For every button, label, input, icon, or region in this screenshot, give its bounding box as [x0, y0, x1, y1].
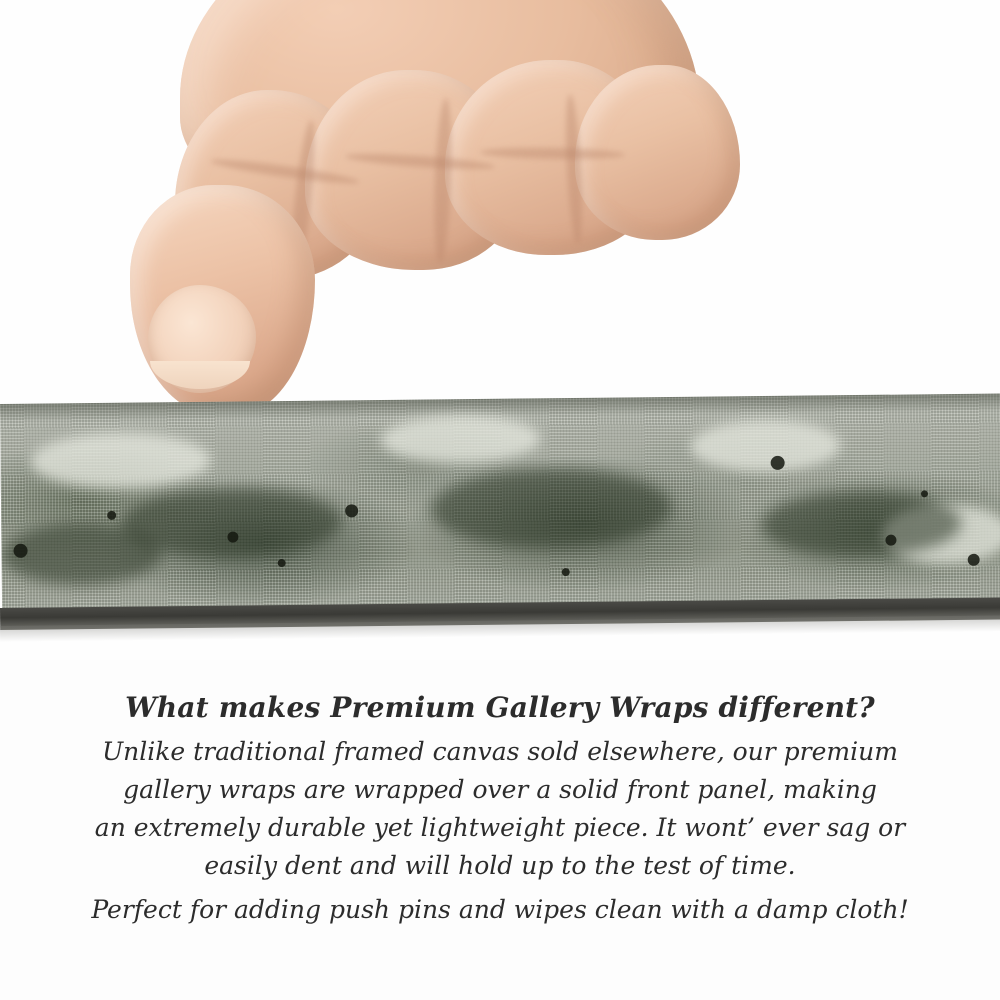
canvas-speck [13, 544, 27, 558]
caption-line-5: Perfect for adding push pins and wipes clean with a damp cloth! [91, 895, 909, 924]
canvas-shade [431, 467, 672, 550]
canvas-speck [345, 504, 358, 517]
caption-block [0, 690, 1000, 929]
caption-line-4: easily dent and will hold up to the test of time. [204, 851, 796, 880]
thumb-icon [130, 185, 315, 415]
caption-line-1: Unlike traditional framed canvas sold elsewhere, our premium [102, 737, 898, 766]
caption-line-2: gallery wraps are wrapped over a solid front panel, making [123, 775, 877, 804]
canvas-speck [885, 535, 896, 546]
canvas-wrap-edge-icon [0, 394, 1000, 622]
canvas-speck [921, 490, 928, 497]
canvas-highlight [690, 419, 841, 473]
canvas-speck [771, 456, 785, 470]
canvas-highlight [380, 414, 540, 464]
hand-icon [120, 0, 740, 430]
caption-line-3: an extremely durable yet lightweight piece. It wont’ ever sag or [94, 813, 906, 842]
caption-heading: What makes Premium Gallery Wraps different? [125, 691, 875, 724]
canvas-speck [278, 559, 286, 567]
canvas-speck [562, 568, 570, 576]
thumbnail-tip [150, 361, 250, 389]
canvas-speck [968, 554, 980, 566]
canvas-speck [107, 511, 116, 520]
canvas-highlight [30, 432, 211, 490]
canvas-speck [227, 532, 238, 543]
